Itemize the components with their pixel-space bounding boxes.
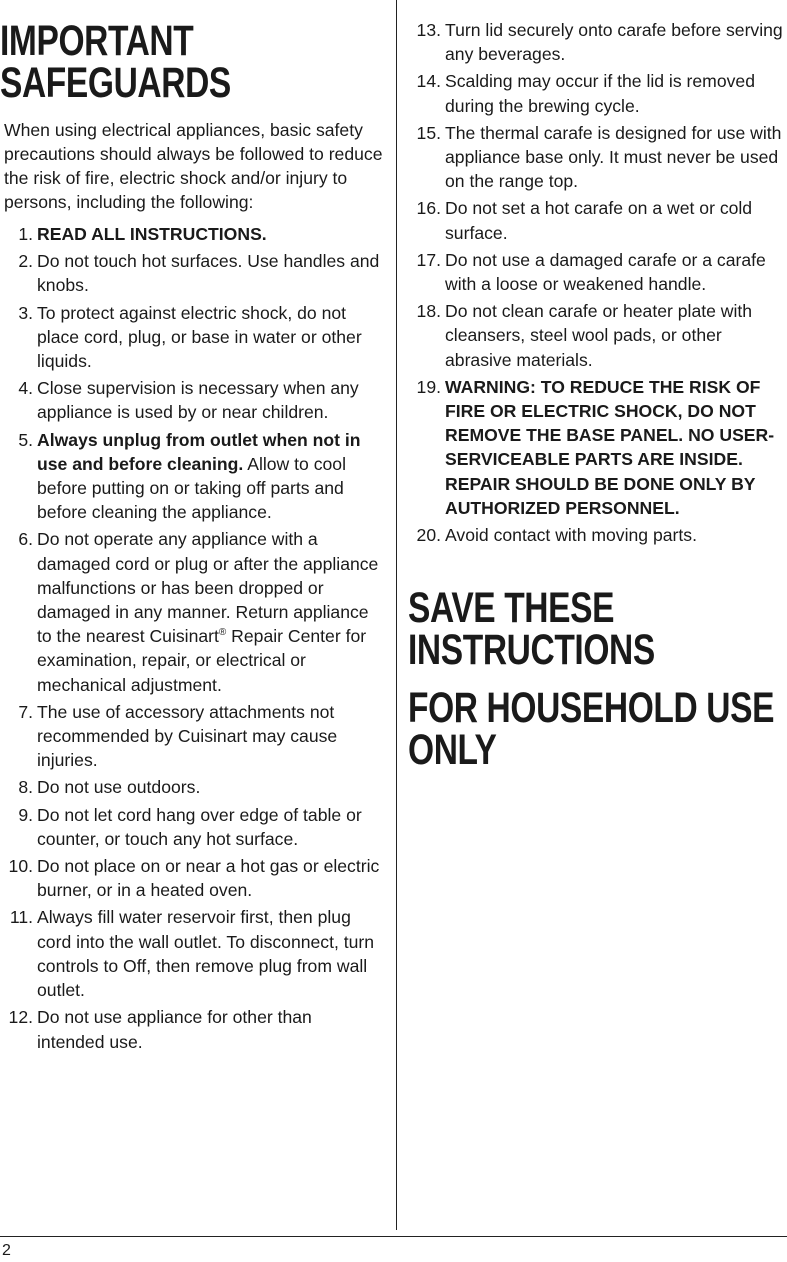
item-number: 12.: [8, 1007, 33, 1028]
item-number: 8.: [18, 777, 33, 798]
safeguard-item: [0, 428, 384, 525]
title-line-1: IMPORTANT: [0, 17, 194, 65]
item-number: 1.: [18, 224, 33, 244]
item-number: 5.: [18, 429, 33, 450]
safeguard-item: [0, 301, 384, 374]
safeguard-item: [0, 249, 384, 297]
item-number: 15.: [416, 122, 441, 143]
safeguard-item: [0, 1005, 384, 1053]
item-number: 7.: [18, 701, 33, 722]
safeguard-item: [408, 299, 787, 372]
safeguards-list-left: [0, 222, 384, 1054]
item-text: Scalding may occur if the lid is removed during the brewing cycle.: [445, 71, 755, 116]
save-line-2: INSTRUCTIONS: [408, 626, 655, 675]
safeguard-item: [0, 803, 384, 851]
item-text: Do not operate any appliance with a damaged cord or plug or after the appliance malfunctions or has been dropped or damaged in any manner. Return appliance to the nearest Cuisinart® Repair Center for examination, repair, or electrical or mechanical adjustment.: [37, 529, 379, 695]
intro-paragraph: When using electrical appliances, basic safety precautions should always be followed to reduce the risk of fire, electric shock and/or injury to persons, including the following:: [4, 120, 383, 212]
item-bold-text: WARNING: TO REDUCE THE RISK OF FIRE OR ELECTRIC SHOCK, DO NOT REMOVE THE BASE PANEL. NO USER-SERVICEABLE PARTS ARE INSIDE. REPAIR SHOULD BE DONE ONLY BY AUTHORIZED PERSONNEL.: [445, 376, 775, 518]
item-text: To protect against electric shock, do not place cord, plug, or base in water or other liquids.: [37, 302, 362, 372]
safeguard-item: [408, 69, 787, 117]
item-number: 3.: [18, 302, 33, 323]
safeguard-item: [0, 775, 384, 799]
safeguard-item: [0, 222, 384, 246]
title-line-2: SAFEGUARDS: [0, 59, 231, 107]
household-use-heading: [408, 684, 775, 775]
item-number: 2.: [18, 251, 33, 272]
item-text: Do not use a damaged carafe or a carafe with a loose or weakened handle.: [445, 249, 766, 295]
safeguard-item: [408, 248, 787, 296]
item-number: 16.: [416, 198, 441, 219]
item-text: Allow to cool before putting on or taking off parts and before cleaning the appliance.: [37, 453, 346, 523]
item-number: 19.: [416, 376, 441, 397]
item-text: Do not clean carafe or heater plate with cleansers, steel wool pads, or other abrasive materials.: [445, 301, 753, 370]
safeguard-item: [408, 196, 787, 244]
item-bold-text: Always unplug from outlet when not in use and before cleaning.: [37, 429, 361, 474]
page-title: [0, 0, 300, 107]
item-text: The thermal carafe is designed for use with appliance base only. It must never be used on the range top.: [445, 122, 782, 192]
item-text: Avoid contact with moving parts.: [445, 525, 697, 546]
right-column: [408, 0, 787, 775]
item-number: 14.: [416, 71, 441, 92]
save-instructions-heading: [408, 584, 704, 675]
safeguard-item: [0, 905, 384, 1002]
safeguard-item: [0, 527, 384, 696]
item-text: Do not use outdoors.: [37, 777, 201, 798]
column-divider: [396, 0, 397, 1230]
safeguard-item: [0, 854, 384, 902]
item-bold-text: READ ALL INSTRUCTIONS.: [37, 224, 267, 244]
safeguard-item: [408, 18, 787, 66]
page-number: 2: [2, 1242, 11, 1259]
item-number: 20.: [416, 525, 441, 546]
item-number: 18.: [416, 301, 441, 322]
household-line-1: FOR HOUSEHOLD USE: [408, 684, 775, 733]
item-text: Do not use appliance for other than intended use.: [37, 1007, 312, 1052]
safeguards-list-right: [408, 18, 787, 547]
item-number: 17.: [416, 249, 441, 270]
save-line-1: SAVE THESE: [408, 584, 615, 633]
left-column: [0, 0, 384, 1057]
item-text: Do not let cord hang over edge of table or counter, or touch any hot surface.: [37, 804, 362, 849]
item-number: 10.: [8, 856, 33, 877]
item-text: Always fill water reservoir first, then plug cord into the wall outlet. To disconnect, turn controls to Off, then remove plug from wall outlet.: [37, 907, 375, 1001]
safeguard-item: [0, 700, 384, 773]
safeguard-item: [0, 376, 384, 424]
item-text: Close supervision is necessary when any appliance is used by or near children.: [37, 378, 359, 423]
safeguard-item: [408, 375, 787, 520]
household-line-2: ONLY: [408, 726, 497, 775]
item-text: Do not set a hot carafe on a wet or cold surface.: [445, 198, 753, 243]
item-text: Do not touch hot surfaces. Use handles and knobs.: [37, 251, 380, 296]
item-number: 6.: [18, 529, 33, 550]
footer-rule: [0, 1236, 787, 1237]
item-number: 9.: [18, 804, 33, 825]
item-text: Do not place on or near a hot gas or electric burner, or in a heated oven.: [37, 856, 380, 901]
item-number: 11.: [9, 907, 33, 928]
item-text: The use of accessory attachments not recommended by Cuisinart may cause injuries.: [37, 701, 338, 771]
item-text: Turn lid securely onto carafe before serving any beverages.: [445, 20, 783, 65]
safeguard-item: [408, 523, 787, 547]
item-number: 4.: [18, 378, 33, 399]
item-number: 13.: [416, 20, 441, 40]
safeguard-item: [408, 121, 787, 194]
